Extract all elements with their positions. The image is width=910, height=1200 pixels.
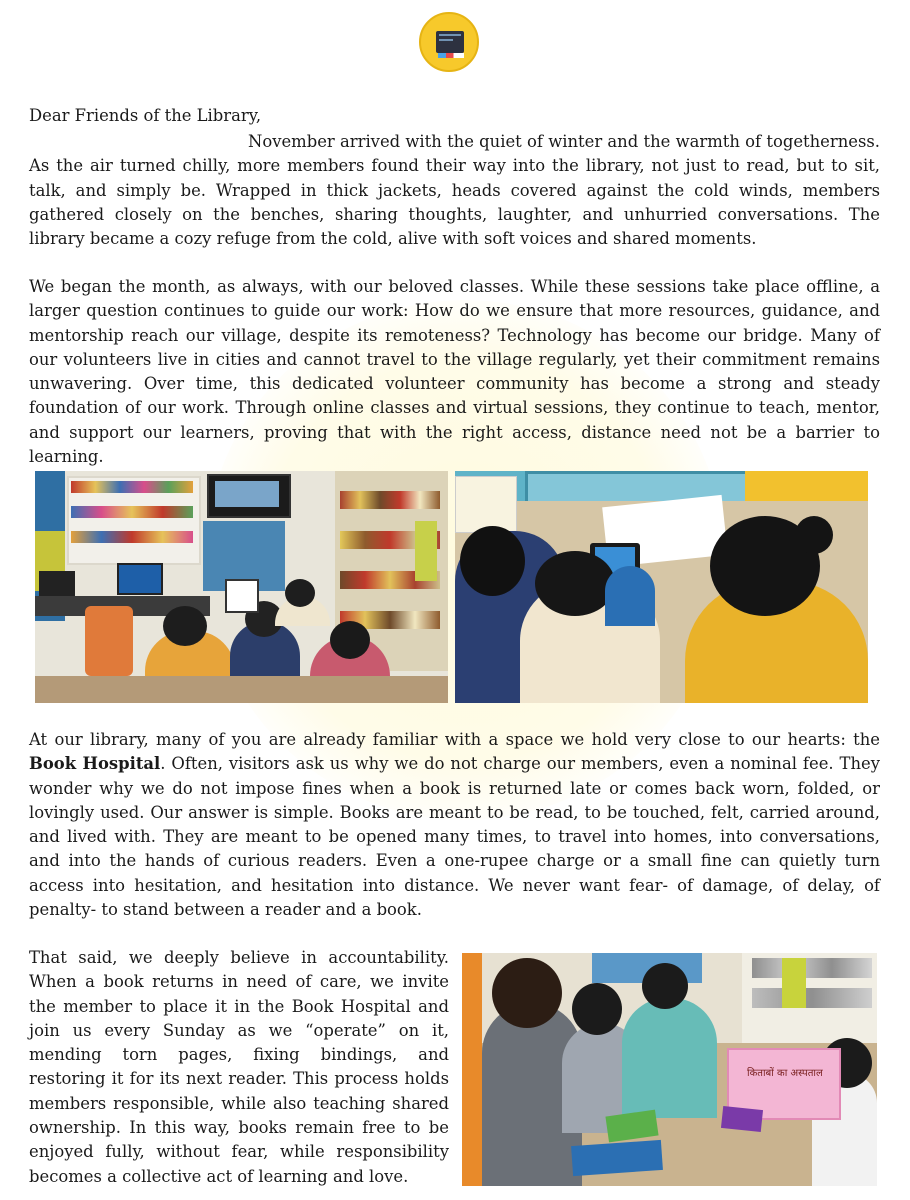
book-hospital-box-label: किताबों का अस्पताल <box>747 1068 823 1079</box>
paragraph-3: At our library, many of you are already familiar with a space we hold very close to our hearts: the Book Hospital. Often, visitors ask us why we do not charge our members, even a nominal fee. They wonder why we do not impose fines when a book is returned late or comes back worn, folded, or lovingly used. Our answer is simple. Books are meant to be read, to be touched, felt, carried around, and lived with. They are meant to be opened many times, to travel into homes, into conversations, and into the hands of curious readers. Even a one-rupee charge or a small fine can quietly turn access into hesitation, and hesitation into distance. We never want fear- of damage, of delay, of penalty- to stand between a reader and a book. <box>29 730 880 920</box>
photo-tablet-learning <box>455 471 868 703</box>
paragraph-1: November arrived with the quiet of winter and the warmth of togetherness. As the air turned chilly, more members found their way into the library, not just to read, but to sit, talk, and simply be. Wrapped in thick jackets, heads covered against the cold winds, members gathered closely on the benches, sharing thoughts, laughter, and unhurried conversations. The library became a cozy refuge from the cold, alive with soft voices and shared moments. <box>29 132 880 249</box>
photo-book-hospital <box>462 953 877 1186</box>
book-hospital-term: Book Hospital <box>29 754 161 774</box>
photo-library-class <box>35 471 448 703</box>
letter-salutation: Dear Friends of the Library, <box>29 106 262 125</box>
chalkboard-icon <box>436 31 464 53</box>
paragraph-2: We began the month, as always, with our beloved classes. While these sessions take place offline, a larger question continues to guide our work: How do we ensure that more resources, guidance, and mentorship reach our village, despite its remoteness? Technology has become our bridge. Many of our volunteers live in cities and cannot travel to the village regularly, yet their commitment remains unwavering. Over time, this dedicated volunteer community has become a strong and steady foundation of our work. Through online classes and virtual sessions, they continue to teach, mentor, and support our learners, proving that with the right access, distance need not be a barrier to learning. <box>29 277 880 467</box>
books-icon <box>438 53 464 58</box>
library-logo <box>419 12 479 72</box>
paragraph-4: That said, we deeply believe in accountability. When a book returns in need of care, we invite the member to place it in the Book Hospital and join us every Sunday as we “operate” on it, mending torn pages, fixing bindings, and restoring it for its next reader. This process holds members responsible, while also teaching shared ownership. In this way, books remain free to be enjoyed fully, without fear, while responsibility becomes a collective act of learning and love. <box>29 948 449 1186</box>
